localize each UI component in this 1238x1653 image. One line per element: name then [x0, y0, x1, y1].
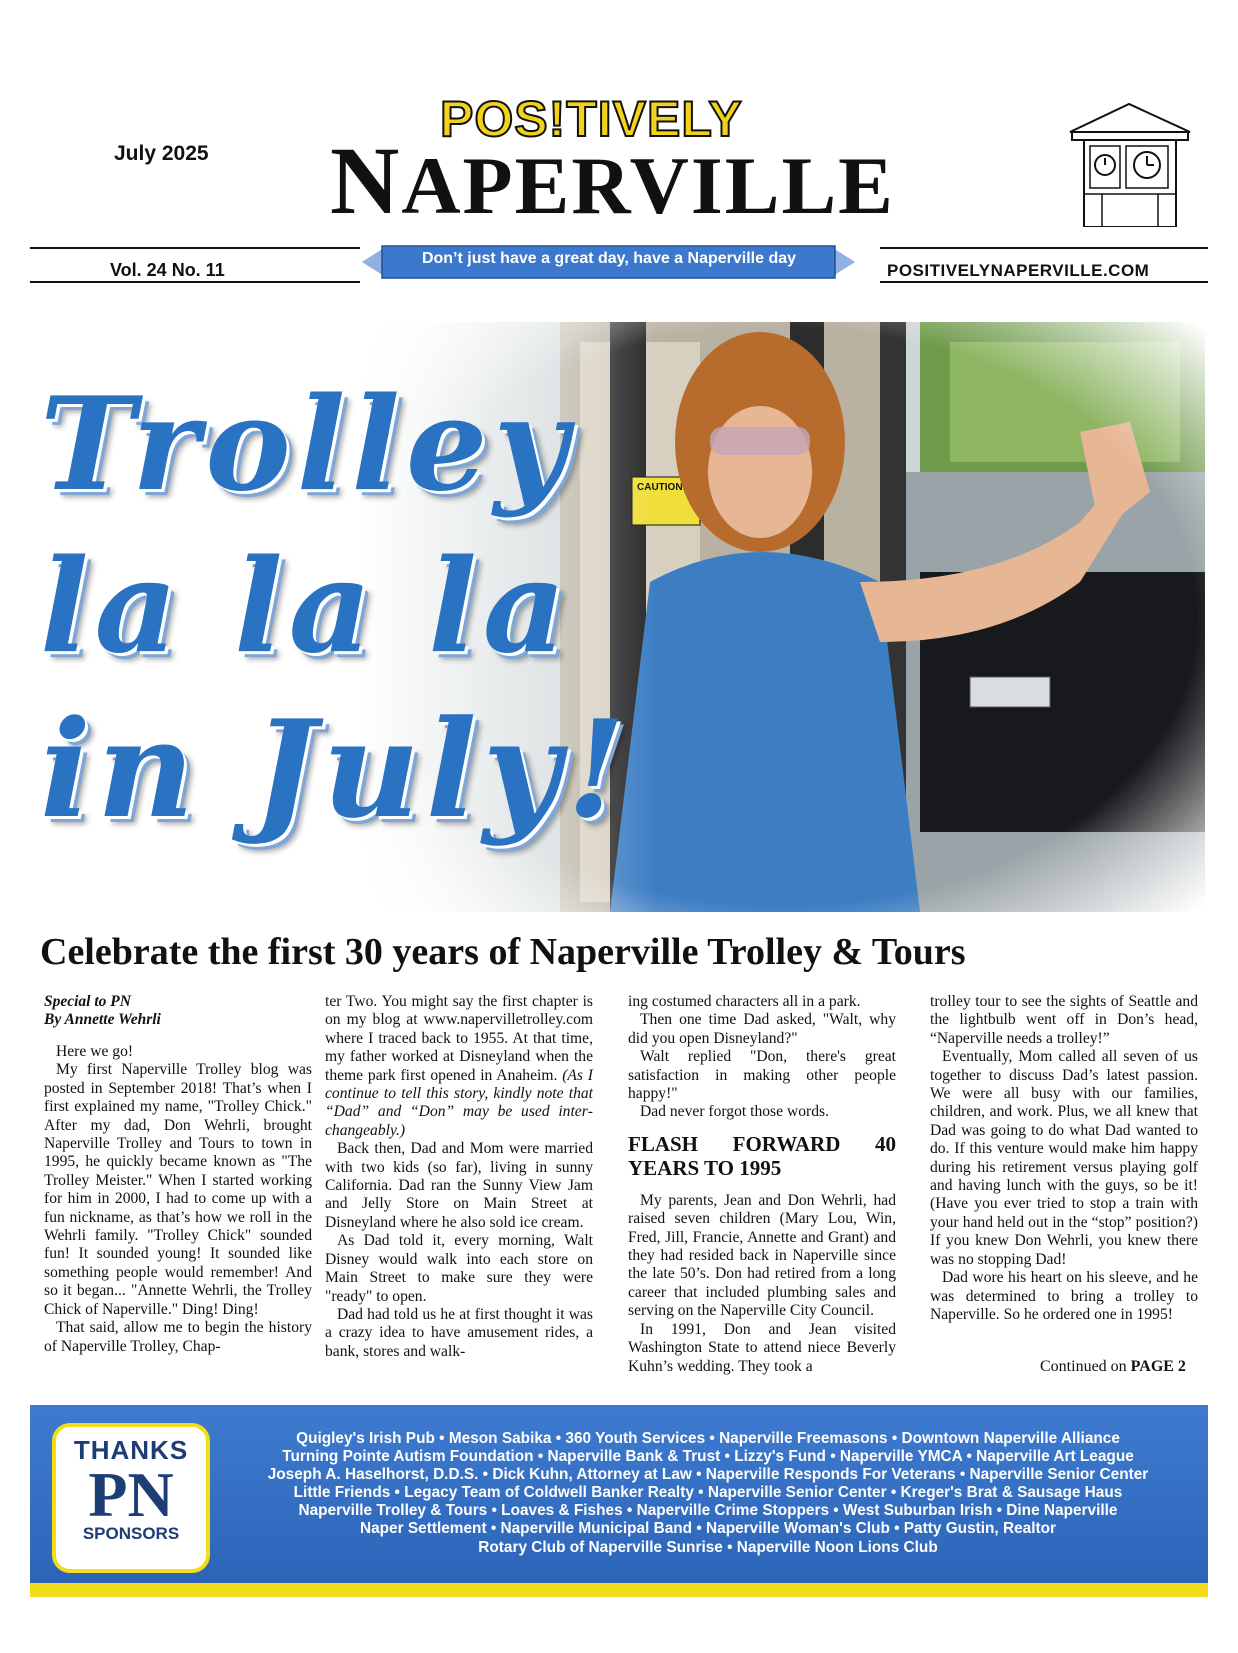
byline-special: Special to PN — [44, 993, 131, 1010]
article-column-1 — [44, 993, 312, 1356]
issue-date: July 2025 — [114, 142, 209, 165]
paragraph: Back then, Dad and Mom were married with two kids (so far), living in sunny California. Dad ran the Sunny View Jam and Jelly Store on Main Street at Disneyland where he also sold ice cream. — [325, 1140, 593, 1231]
footer-accent-bar — [30, 1583, 1208, 1597]
paragraph: My first Naperville Trolley blog was posted in September 2018! That’s when I first explained my name, "Trolley Chick." After my dad, Don Wehrli, brought Naperville Trolley and Tours to town in 1995, he quickly became known as "The Trolley Meister." When I started working for him in 2000, I had to come up with a fun nickname, as that’s how we roll in the Wehrli family. "Trolley Chick" sounded fun! It sounded young! It sounded like something people would remember! And so it began... "Annette Wehrli, the Trolley Chick of Naperville." Ding! Ding! — [44, 1061, 312, 1318]
sponsor-line: Turning Pointe Autism Foundation • Naperville Bank & Trust • Lizzy's Fund • Naperville YMCA • Naperville Art League — [282, 1448, 1134, 1466]
cover-headline-line-1: Trolley — [40, 370, 574, 520]
masthead-title-rest: APERVILLE — [401, 140, 895, 231]
continued-label: Continued on — [1040, 1358, 1131, 1375]
sponsor-line: Naperville Trolley & Tours • Loaves & Fishes • Naperville Crime Stoppers • West Suburban Irish • Dine Naperville — [298, 1502, 1118, 1520]
paragraph: Dad had told us he at first thought it was a crazy idea to have amusement rides, a bank, stores and walk- — [325, 1305, 593, 1360]
paragraph: That said, allow me to begin the history of Naperville Trolley, Chap- — [44, 1319, 312, 1355]
paragraph-italic-note: (As I continue to tell this story, kindly note that “Dad” and “Don” may be used interchangeably.) — [325, 1066, 593, 1139]
masthead-title — [330, 127, 895, 234]
paragraph: Here we go! — [56, 1043, 134, 1060]
continued-note[interactable] — [1040, 1358, 1186, 1376]
byline-author: By Annette Wehrli — [44, 1011, 161, 1028]
sponsor-line: Quigley's Irish Pub • Meson Sabika • 360 Youth Services • Naperville Freemasons • Downtown Naperville Alliance — [296, 1430, 1120, 1447]
paragraph: Eventually, Mom called all seven of us together to discuss Dad’s latest passion. We were all busy with our families, children, and work. Plus, we all knew that Dad was going to do what Dad wanted to do. If this venture would make him happy during his retirement versus playing golf and having lunch with the guys, so be it! (Have you ever tried to stop a train with your hand held out in the “stop” position?) If you knew Don Wehrli, you knew there was no stopping Dad! — [930, 1048, 1198, 1268]
badge-pn: PN — [88, 1459, 174, 1530]
sponsor-line: Rotary Club of Naperville Sunrise • Naperville Noon Lions Club — [478, 1538, 938, 1556]
paragraph — [325, 993, 593, 1140]
paragraph: trolley tour to see the sights of Seattle and the lightbulb went off in Don’s head, “Naperville needs a trolley!” — [930, 993, 1198, 1047]
paragraph: Walt replied "Don, there's great satisfaction in making other people happy!" — [628, 1048, 896, 1103]
paragraph: Dad never forgot those words. — [640, 1103, 829, 1121]
cover-headline-line-2: la la la — [40, 532, 572, 682]
continued-page: PAGE 2 — [1130, 1358, 1186, 1375]
masthead-title-top: POS!TIVELY — [440, 91, 743, 147]
paragraph-text: ter Two. You might say the first chapter is on my blog at www.napervilletrolley.com where I traced back to 1955. At that time, my father worked at Disneyland when the theme park first opened in Anaheim. — [325, 993, 593, 1084]
sponsor-line: Joseph A. Haselhorst, D.D.S. • Dick Kuhn, Attorney at Law • Naperville Responds For Veterans • Naperville Senior Center — [267, 1466, 1149, 1484]
masthead-rule-right-top — [880, 247, 1208, 249]
paragraph: In 1991, Don and Jean visited Washington State to attend niece Beverly Kuhn’s wedding. They took a — [628, 1320, 896, 1375]
masthead-rule-right-bottom — [880, 281, 1208, 283]
website-url[interactable]: POSITIVELYNAPERVILLE.COM — [887, 261, 1150, 280]
sponsor-list — [218, 1430, 1198, 1557]
masthead-title-initial: N — [330, 127, 402, 234]
paragraph: ing costumed characters all in a park. — [628, 993, 861, 1010]
badge-sponsors: SPONSORS — [82, 1524, 180, 1543]
section-heading: FLASH FORWARD 40 YEARS TO 1995 — [628, 1131, 896, 1180]
volume-number: Vol. 24 No. 11 — [110, 260, 225, 280]
paragraph: As Dad told it, every morning, Walt Disney would walk into each store on Main Street to make sure they were "ready" to open. — [325, 1232, 593, 1305]
article-column-2 — [325, 993, 593, 1361]
tagline: Don’t just have a great day, have a Naperville day — [421, 250, 797, 267]
article-subhead: Celebrate the first 30 years of Naperville Trolley & Tours — [40, 931, 966, 973]
thanks-pn-sponsors-badge — [52, 1423, 210, 1573]
masthead-rule-left-bottom — [30, 281, 360, 283]
masthead-rule-left-top — [30, 247, 360, 249]
paragraph: Dad wore his heart on his sleeve, and he was determined to bring a trolley to Naperville. So he ordered one in 1995! — [930, 1269, 1198, 1323]
paragraph: My parents, Jean and Don Wehrli, had raised seven children (Mary Lou, Win, Fred, Jill, Francie, Annette and Grant) and they had resided back in Naperville since the late 50’s. Don had retired from a long career that included plumbing sales and serving on the Naperville City Council. — [628, 1191, 896, 1320]
article-column-4 — [930, 993, 1198, 1324]
badge-thanks: THANKS — [73, 1435, 189, 1465]
clock-tower-icon — [1062, 102, 1197, 227]
cover-headline-line-3: in July! — [40, 690, 632, 848]
paragraph: Then one time Dad asked, "Walt, why did you open Disneyland?" — [628, 1011, 896, 1047]
sponsor-line: Little Friends • Legacy Team of Coldwell Banker Realty • Naperville Senior Center • Kreger's Brat & Sausage Haus — [293, 1484, 1123, 1502]
sponsor-line: Naper Settlement • Naperville Municipal Band • Naperville Woman's Club • Patty Gustin, Realtor — [359, 1520, 1057, 1538]
article-column-3 — [628, 993, 896, 1376]
